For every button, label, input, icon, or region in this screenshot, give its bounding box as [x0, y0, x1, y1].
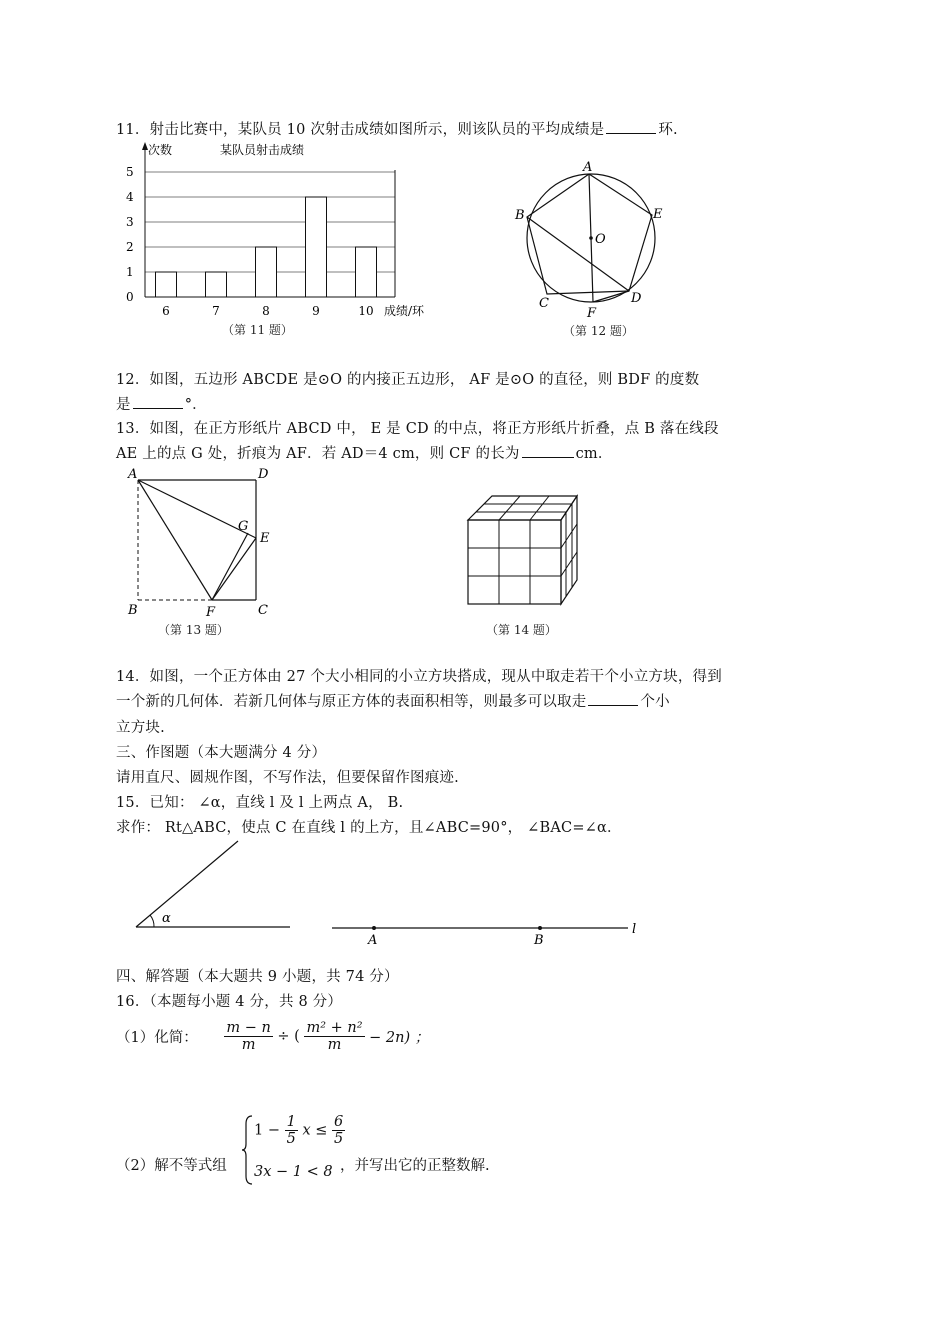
ineq1-frac2-num: 6 [333, 1114, 344, 1130]
q13-line2-after: cm． [575, 446, 613, 462]
q16-frac1 [224, 1020, 272, 1053]
q11-text-after: 环. [658, 122, 678, 138]
label-f: F [206, 605, 216, 620]
q12-line2-before: 是 [116, 397, 131, 413]
brace-icon [240, 1114, 254, 1186]
label-b: B [128, 603, 138, 618]
center-o-point [589, 236, 593, 240]
chart-title: 某队员射击成绩 [220, 143, 305, 157]
inequality-1 [254, 1114, 345, 1147]
figure-q12 [505, 155, 685, 345]
chart-ytick-label: 3 [126, 215, 134, 229]
line-l-label: l [632, 922, 637, 937]
q11-text-before: 11．射击比赛中，某队员 10 次射击成绩如图所示，则该队员的平均成绩是 [116, 122, 605, 138]
chart-ylabel: 次数 [148, 143, 173, 157]
q12-line2-after: °． [184, 397, 207, 413]
angle-arc [150, 915, 154, 927]
caption-q12: （第 12 题） [563, 324, 634, 338]
cube-top-grid [530, 496, 549, 520]
section3-title: 三、作图题（本大题满分 4 分） [116, 745, 327, 761]
q12-line1: 12．如图，五边形 ABCDE 是⊙O 的内接正五边形， AF 是⊙O 的直径，则 BDF 的度数 [116, 372, 700, 388]
q14-answer-blank [588, 691, 638, 706]
q14-line1: 14．如图，一个正方体由 27 个大小相同的小立方块搭成，现从中取走若干个小立方块，得到 [116, 669, 722, 685]
label-b: B [515, 208, 525, 223]
chart-xlabel: 成绩/环 [384, 304, 425, 318]
chart-ytick-label: 2 [126, 240, 134, 254]
figure-q13 [120, 462, 290, 642]
q13-line2-before: AE 上的点 G 处，折痕为 AF．若 AD＝4 cm，则 CF 的长为 [116, 446, 520, 462]
ineq1-pre: 1 − [254, 1122, 280, 1139]
q15-task: 求作： Rt△ABC，使点 C 在直线 l 的上方，且∠ABC=90°， ∠BAC=∠α． [116, 820, 622, 836]
q11-text [116, 118, 678, 139]
frac2-numerator: m² + n² [306, 1020, 363, 1036]
q16-header: 16．（本题每小题 4 分，共 8 分） [116, 994, 343, 1010]
frac2-denominator: m [327, 1037, 342, 1053]
chart-bar-6 [156, 272, 177, 297]
ineq1-mid: x ≤ [302, 1122, 328, 1139]
q15-given: 15．已知： ∠α，直线 l 及 l 上两点 A， B. [116, 795, 404, 811]
ineq1-frac1 [285, 1114, 298, 1147]
cube-top-grid [499, 496, 520, 520]
alpha-label: α [162, 911, 171, 926]
chart-xtick-label: 10 [358, 304, 374, 318]
chart-xtick-label: 8 [262, 304, 270, 318]
chart-bar-8 [256, 247, 277, 297]
point-b [538, 926, 542, 930]
label-g: G [238, 519, 249, 534]
figure-q15 [130, 836, 650, 948]
frac1-denominator: m [241, 1037, 256, 1053]
q14-line3: 立方块. [116, 720, 165, 736]
section3-instruction: 请用直尺、圆规作图，不写作法，但要保留作图痕迹. [116, 770, 459, 786]
q11-answer-blank [606, 119, 656, 134]
chart-xtick-label: 6 [162, 304, 170, 318]
q16-divide: ÷ ( [277, 1028, 300, 1045]
ineq1-frac2 [332, 1114, 345, 1147]
ineq1-frac1-num: 1 [286, 1114, 296, 1130]
segment-fg [212, 533, 248, 600]
frac1-numerator: m − n [226, 1020, 271, 1036]
caption-q14: （第 14 题） [486, 623, 557, 637]
q14-line2-after: 个小 [640, 694, 670, 710]
q14-line2 [116, 690, 670, 711]
q14-line2-before: 一个新的几何体．若新几何体与原正方体的表面积相等，则最多可以取走 [116, 694, 587, 710]
point-a [372, 926, 376, 930]
inequality-2: 3x − 1 < 8 [254, 1164, 333, 1180]
caption-q13: （第 13 题） [158, 623, 229, 637]
point-a-label: A [368, 933, 378, 948]
q12-line2 [116, 393, 207, 414]
q16-part1-tail: − 2n) ； [369, 1030, 430, 1046]
q16-part2-tail: ，并写出它的正整数解. [340, 1158, 490, 1174]
ineq1-frac1-den: 5 [286, 1131, 296, 1147]
cube-right-grid [561, 552, 577, 576]
chart-xtick-label: 9 [312, 304, 320, 318]
point-b-label: B [534, 933, 544, 948]
cube-right-grid [561, 524, 577, 548]
q13-line1: 13．如图，在正方形纸片 ABCD 中， E 是 CD 的中点，将正方形纸片折叠，点 B 落在线段 [116, 421, 719, 437]
q12-answer-blank [133, 394, 183, 409]
chart-xtick-label: 7 [212, 304, 220, 318]
label-d: D [258, 467, 269, 482]
label-c: C [258, 603, 268, 618]
cube-top-face [468, 496, 577, 520]
chart-bar-10 [356, 247, 377, 297]
q13-line2 [116, 442, 613, 463]
chart-ytick-label: 0 [126, 290, 134, 304]
chart-caption: （第 11 题） [222, 323, 293, 337]
chart-ytick-label: 5 [126, 165, 134, 179]
label-e: E [653, 207, 663, 222]
chart-ytick-label: 4 [126, 190, 134, 204]
q16-frac2 [304, 1020, 364, 1053]
chart-bar-7 [206, 272, 227, 297]
label-f: F [587, 306, 597, 321]
segment-fe [212, 538, 256, 600]
q16-part1 [116, 1020, 429, 1053]
q16-part2-label: （2）解不等式组 [116, 1158, 227, 1174]
label-a: A [583, 160, 593, 175]
q13-answer-blank [522, 443, 574, 458]
label-d: D [631, 291, 642, 306]
section4-title: 四、解答题（本大题共 9 小题，共 74 分） [116, 969, 399, 985]
figure-q14 [460, 488, 590, 643]
q16-part1-label: （1）化简： [116, 1030, 198, 1046]
bar-chart-q11 [112, 140, 452, 345]
label-a: A [128, 467, 138, 482]
chart-ytick-label: 1 [126, 265, 134, 279]
label-o: O [595, 232, 606, 247]
chart-bar-9 [306, 197, 327, 297]
cube-front-face [468, 520, 561, 604]
label-e: E [260, 531, 270, 546]
label-c: C [539, 296, 549, 311]
angle-ray [136, 841, 238, 927]
ineq1-frac2-den: 5 [333, 1131, 344, 1147]
